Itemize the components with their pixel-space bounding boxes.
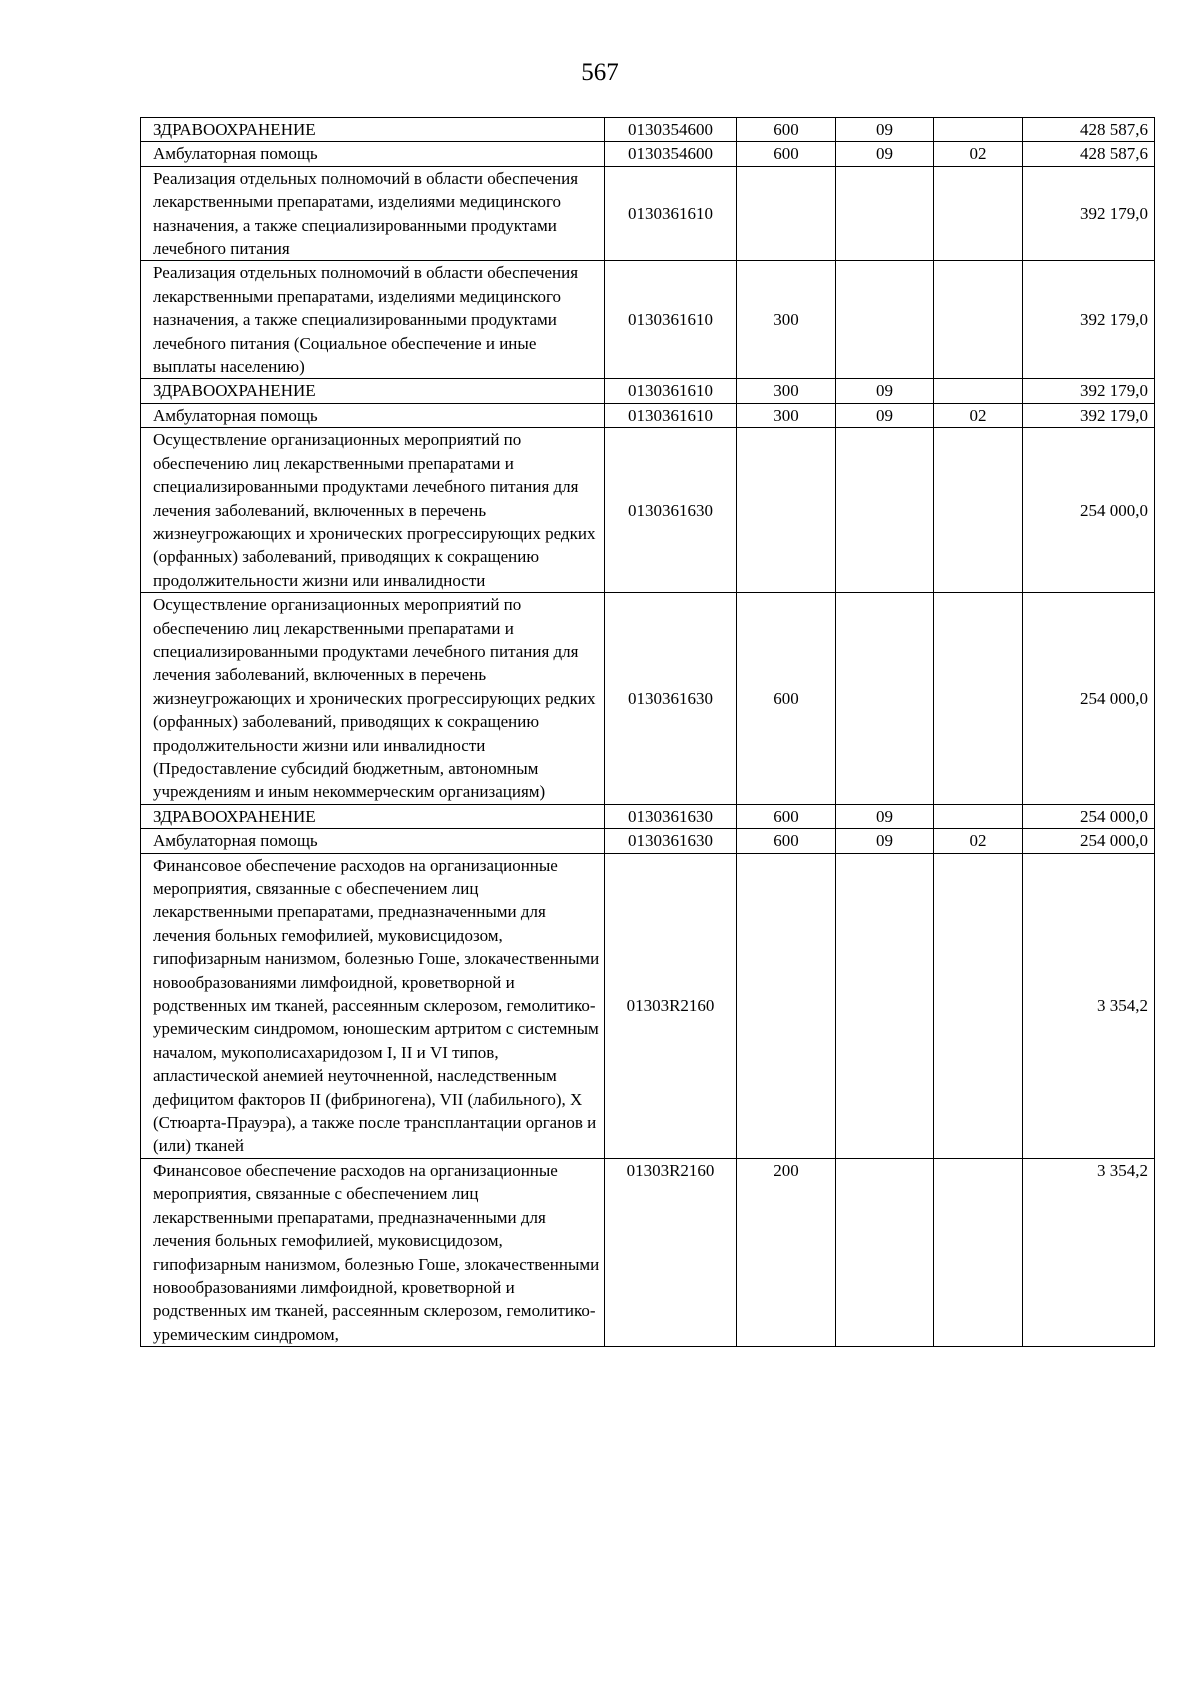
row-section-cell <box>836 853 934 1158</box>
row-section-cell: 09 <box>836 829 934 853</box>
row-section-cell <box>836 1158 934 1346</box>
row-subsection-cell <box>934 428 1023 593</box>
row-subsection-cell <box>934 118 1023 142</box>
row-subsection-cell <box>934 166 1023 261</box>
row-target-article-cell: 0130361630 <box>605 829 737 853</box>
row-expense-type-cell: 300 <box>737 379 836 403</box>
row-name-cell: Осуществление организационных мероприятий по обеспечению лиц лекарственными препаратами и специализированными продуктами лечебного питания для лечения заболеваний, включенных в перечень жизнеугрожающих и хронических прогрессирующих редких (орфанных) заболеваний, приводящих к сокращению продолжительности жизни или инвалидности <box>141 428 605 593</box>
row-name-cell: ЗДРАВООХРАНЕНИЕ <box>141 804 605 828</box>
row-target-article-cell: 0130361630 <box>605 593 737 805</box>
row-sum-cell: 254 000,0 <box>1023 428 1155 593</box>
row-target-article-cell: 01303R2160 <box>605 1158 737 1346</box>
row-target-article-cell: 0130361610 <box>605 379 737 403</box>
row-expense-type-cell: 600 <box>737 829 836 853</box>
row-section-cell <box>836 261 934 379</box>
row-sum-cell: 392 179,0 <box>1023 379 1155 403</box>
row-expense-type-cell <box>737 428 836 593</box>
row-subsection-cell: 02 <box>934 403 1023 427</box>
row-subsection-cell <box>934 593 1023 805</box>
row-expense-type-cell: 300 <box>737 261 836 379</box>
row-name-cell: Осуществление организационных мероприятий по обеспечению лиц лекарственными препаратами и специализированными продуктами лечебного питания для лечения заболеваний, включенных в перечень жизнеугрожающих и хронических прогрессирующих редких (орфанных) заболеваний, приводящих к сокращению продолжительности жизни или инвалидности (Предоставление субсидий бюджетным, автономным учреждениям и иным некоммерческим организациям) <box>141 593 605 805</box>
row-sum-cell: 254 000,0 <box>1023 804 1155 828</box>
table-row <box>141 142 1155 166</box>
row-target-article-cell: 0130361630 <box>605 804 737 828</box>
table-row <box>141 403 1155 427</box>
row-expense-type-cell: 200 <box>737 1158 836 1346</box>
row-sum-cell: 428 587,6 <box>1023 118 1155 142</box>
table-row <box>141 118 1155 142</box>
row-section-cell: 09 <box>836 403 934 427</box>
row-section-cell: 09 <box>836 379 934 403</box>
row-sum-cell: 392 179,0 <box>1023 403 1155 427</box>
table-row <box>141 853 1155 1158</box>
table-row <box>141 1158 1155 1346</box>
row-sum-cell: 3 354,2 <box>1023 1158 1155 1346</box>
row-sum-cell: 254 000,0 <box>1023 829 1155 853</box>
row-sum-cell: 392 179,0 <box>1023 166 1155 261</box>
row-sum-cell: 3 354,2 <box>1023 853 1155 1158</box>
table-row <box>141 379 1155 403</box>
row-target-article-cell: 0130361610 <box>605 261 737 379</box>
row-subsection-cell <box>934 1158 1023 1346</box>
table-row <box>141 261 1155 379</box>
row-subsection-cell <box>934 261 1023 379</box>
row-subsection-cell <box>934 853 1023 1158</box>
row-section-cell: 09 <box>836 142 934 166</box>
row-subsection-cell: 02 <box>934 142 1023 166</box>
row-target-article-cell: 0130361630 <box>605 428 737 593</box>
row-target-article-cell: 0130354600 <box>605 142 737 166</box>
row-sum-cell: 254 000,0 <box>1023 593 1155 805</box>
row-section-cell: 09 <box>836 118 934 142</box>
row-subsection-cell: 02 <box>934 829 1023 853</box>
row-name-cell: Реализация отдельных полномочий в области обеспечения лекарственными препаратами, изделиями медицинского назначения, а также специализированными продуктами лечебного питания (Социальное обеспечение и иные выплаты населению) <box>141 261 605 379</box>
row-name-cell: ЗДРАВООХРАНЕНИЕ <box>141 379 605 403</box>
row-name-cell: Амбулаторная помощь <box>141 403 605 427</box>
row-section-cell: 09 <box>836 804 934 828</box>
row-section-cell <box>836 593 934 805</box>
row-expense-type-cell: 300 <box>737 403 836 427</box>
row-section-cell <box>836 166 934 261</box>
table-row <box>141 829 1155 853</box>
row-expense-type-cell: 600 <box>737 593 836 805</box>
row-section-cell <box>836 428 934 593</box>
row-name-cell: Амбулаторная помощь <box>141 142 605 166</box>
table-row <box>141 804 1155 828</box>
table-row <box>141 428 1155 593</box>
row-sum-cell: 428 587,6 <box>1023 142 1155 166</box>
page-number: 567 <box>581 59 619 86</box>
row-target-article-cell: 01303R2160 <box>605 853 737 1158</box>
row-target-article-cell: 0130361610 <box>605 403 737 427</box>
row-name-cell: Финансовое обеспечение расходов на организационные мероприятия, связанные с обеспечением лиц лекарственными препаратами, предназначенными для лечения больных гемофилией, муковисцидозом, гипофизарным нанизмом, болезнью Гоше, злокачественными новообразованиями лимфоидной, кроветворной и родственных им тканей, рассеянным склерозом, гемолитико-уремическим синдромом, <box>141 1158 605 1346</box>
row-sum-cell: 392 179,0 <box>1023 261 1155 379</box>
row-subsection-cell <box>934 379 1023 403</box>
row-name-cell: Амбулаторная помощь <box>141 829 605 853</box>
row-expense-type-cell: 600 <box>737 118 836 142</box>
row-target-article-cell: 0130354600 <box>605 118 737 142</box>
row-expense-type-cell <box>737 853 836 1158</box>
table-row <box>141 593 1155 805</box>
table-row <box>141 166 1155 261</box>
budget-table <box>140 117 1155 1347</box>
row-name-cell: Финансовое обеспечение расходов на организационные мероприятия, связанные с обеспечением лиц лекарственными препаратами, предназначенными для лечения больных гемофилией, муковисцидозом, гипофизарным нанизмом, болезнью Гоше, злокачественными новообразованиями лимфоидной, кроветворной и родственных им тканей, рассеянным склерозом, гемолитико-уремическим синдромом, юношеским артритом с системным началом, мукополисахаридозом I, II и VI типов, апластической анемией неуточненной, наследственным дефицитом факторов II (фибриногена), VII (лабильного), X (Стюарта-Прауэра), а также после трансплантации органов и (или) тканей <box>141 853 605 1158</box>
row-name-cell: Реализация отдельных полномочий в области обеспечения лекарственными препаратами, изделиями медицинского назначения, а также специализированными продуктами лечебного питания <box>141 166 605 261</box>
row-expense-type-cell: 600 <box>737 804 836 828</box>
row-subsection-cell <box>934 804 1023 828</box>
row-expense-type-cell: 600 <box>737 142 836 166</box>
row-expense-type-cell <box>737 166 836 261</box>
row-target-article-cell: 0130361610 <box>605 166 737 261</box>
row-name-cell: ЗДРАВООХРАНЕНИЕ <box>141 118 605 142</box>
